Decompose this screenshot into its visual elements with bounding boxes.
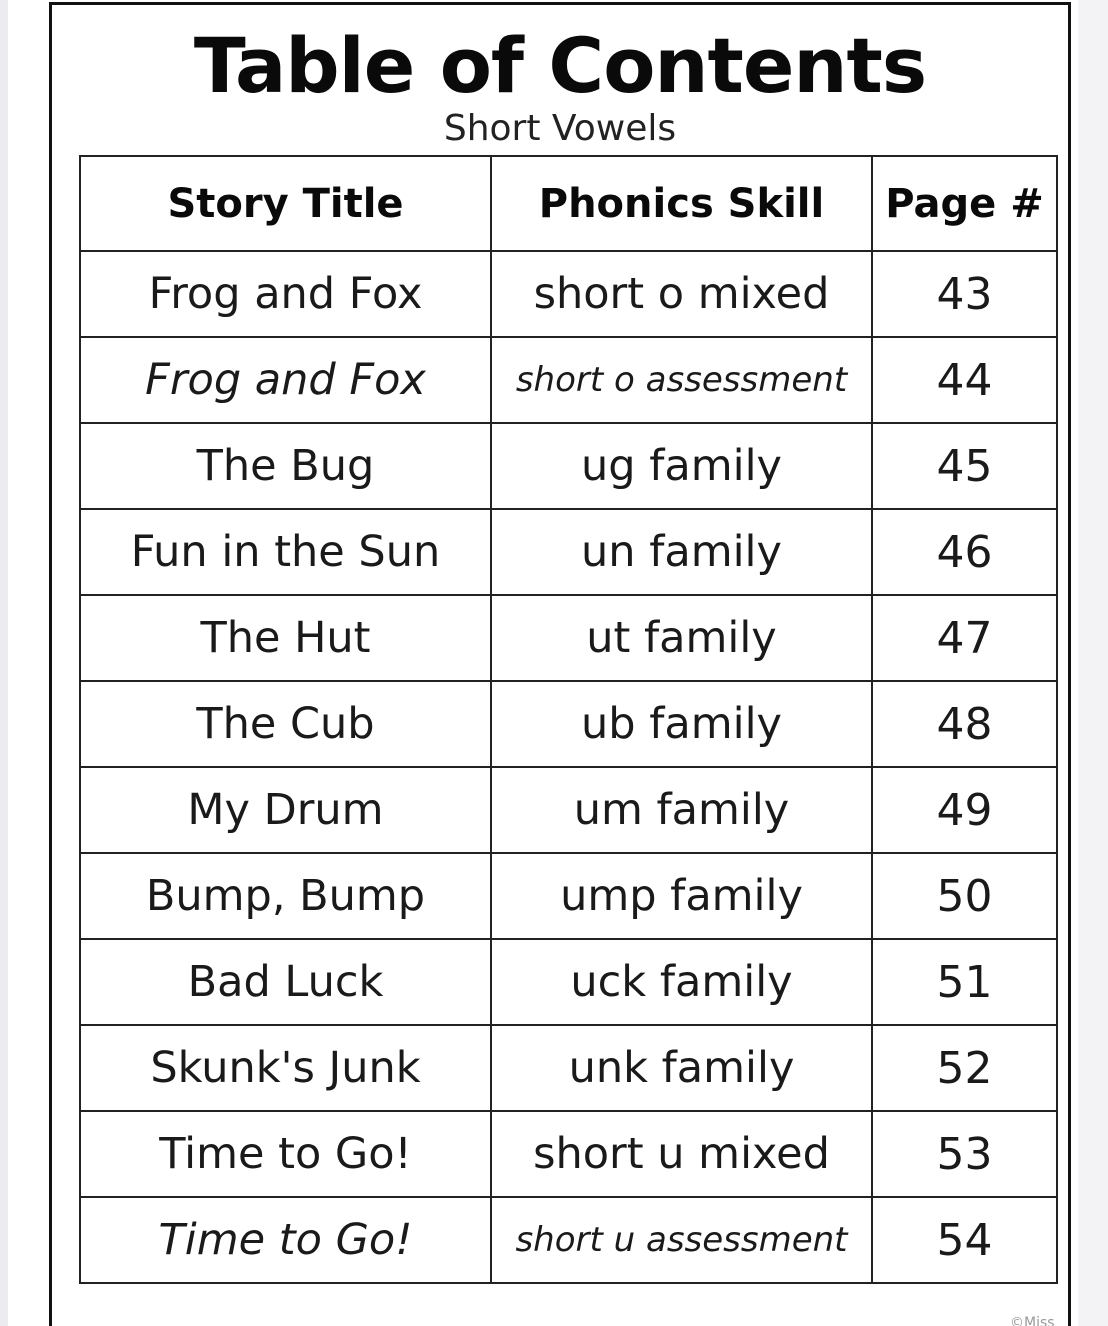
story-title-cell: Time to Go! xyxy=(80,1111,491,1197)
page-number-cell: 51 xyxy=(872,939,1057,1025)
table-row xyxy=(80,1025,1057,1111)
column-header-page-number: Page # xyxy=(872,156,1057,251)
story-title-cell: The Bug xyxy=(80,423,491,509)
page-number-cell: 47 xyxy=(872,595,1057,681)
footer-watermark: ©Miss xyxy=(1010,1315,1055,1326)
phonics-skill-cell: ump family xyxy=(491,853,872,939)
table-row xyxy=(80,767,1057,853)
phonics-skill-cell: uck family xyxy=(491,939,872,1025)
column-header-phonics-skill: Phonics Skill xyxy=(491,156,872,251)
page-title: Table of Contents xyxy=(193,21,927,110)
contents-table xyxy=(79,155,1058,1284)
column-header-story-title: Story Title xyxy=(80,156,491,251)
story-title-cell: My Drum xyxy=(80,767,491,853)
phonics-skill-cell: short o mixed xyxy=(491,251,872,337)
viewer-left-edge xyxy=(0,0,8,1326)
phonics-skill-cell: um family xyxy=(491,767,872,853)
phonics-skill-cell: un family xyxy=(491,509,872,595)
table-row xyxy=(80,681,1057,767)
phonics-skill-cell: short u mixed xyxy=(491,1111,872,1197)
story-title-cell: Time to Go! xyxy=(80,1197,491,1283)
story-title-cell: Frog and Fox xyxy=(80,251,491,337)
page-number-cell: 52 xyxy=(872,1025,1057,1111)
phonics-skill-cell: ut family xyxy=(491,595,872,681)
table-row xyxy=(80,509,1057,595)
contents-table-body xyxy=(80,251,1057,1283)
page-number-cell: 46 xyxy=(872,509,1057,595)
page-number-cell: 44 xyxy=(872,337,1057,423)
story-title-cell: Bad Luck xyxy=(80,939,491,1025)
phonics-skill-cell: ug family xyxy=(491,423,872,509)
page-number-cell: 50 xyxy=(872,853,1057,939)
page-number-cell: 48 xyxy=(872,681,1057,767)
phonics-skill-cell: ub family xyxy=(491,681,872,767)
page-number-cell: 45 xyxy=(872,423,1057,509)
page-number-cell: 49 xyxy=(872,767,1057,853)
phonics-skill-cell: unk family xyxy=(491,1025,872,1111)
document-page xyxy=(49,2,1071,1326)
page-number-cell: 43 xyxy=(872,251,1057,337)
table-row xyxy=(80,939,1057,1025)
phonics-skill-cell: short u assessment xyxy=(491,1197,872,1283)
table-row xyxy=(80,1197,1057,1283)
table-row xyxy=(80,853,1057,939)
page-number-cell: 53 xyxy=(872,1111,1057,1197)
table-row xyxy=(80,595,1057,681)
page-number-cell: 54 xyxy=(872,1197,1057,1283)
table-row xyxy=(80,251,1057,337)
table-row xyxy=(80,1111,1057,1197)
story-title-cell: Skunk's Junk xyxy=(80,1025,491,1111)
story-title-cell: Bump, Bump xyxy=(80,853,491,939)
page-subtitle: Short Vowels xyxy=(443,108,677,149)
phonics-skill-cell: short o assessment xyxy=(491,337,872,423)
table-row xyxy=(80,337,1057,423)
story-title-cell: Frog and Fox xyxy=(80,337,491,423)
story-title-cell: The Cub xyxy=(80,681,491,767)
table-row xyxy=(80,423,1057,509)
story-title-cell: The Hut xyxy=(80,595,491,681)
story-title-cell: Fun in the Sun xyxy=(80,509,491,595)
viewer-right-edge xyxy=(1078,0,1108,1326)
header-row xyxy=(80,156,1057,251)
